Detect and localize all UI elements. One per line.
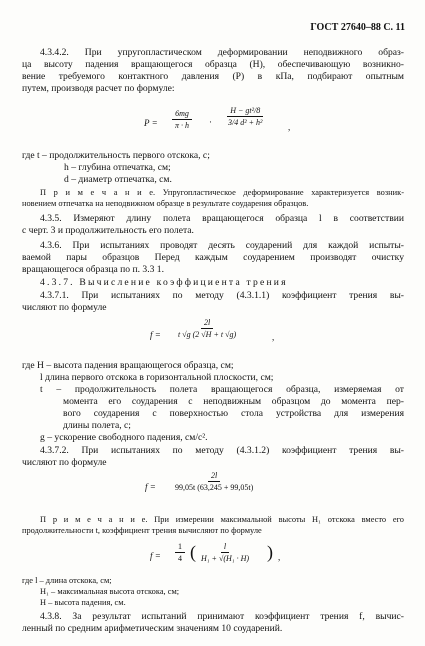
formula-3-lhs: f = bbox=[145, 482, 156, 492]
section-heading: 4.3.7. Вычисление коэффициента трения bbox=[40, 277, 288, 288]
formula-4-right-bracket: ) bbox=[267, 542, 273, 562]
formula-4-denominator: H₁ + √(H₁ · H) bbox=[201, 554, 250, 563]
p1-line-3: вение требуемого контактного давления (P) в кПа, подбирают опытным bbox=[22, 71, 404, 82]
where2-line-4: момента его соударения с неподвижным образцом до момента пер- bbox=[63, 396, 404, 407]
formula-1-fraction-b bbox=[225, 106, 265, 127]
formula-1-comma: , bbox=[288, 122, 291, 132]
formula-2-lhs: f = bbox=[150, 330, 161, 340]
p4371-line-2: числяют по формуле bbox=[22, 302, 107, 313]
formula-4-fraction bbox=[198, 542, 252, 563]
formula-4-left-bracket: ( bbox=[190, 542, 196, 562]
formula-1-lhs: P = bbox=[144, 118, 158, 128]
p1-line-1: 4.3.4.2. При упругопластическом деформировании неподвижного образ- bbox=[40, 47, 404, 58]
p4371-line-1: 4.3.7.1. При испытаниях по методу (4.3.1.1) коэффициент трения вы- bbox=[40, 290, 404, 301]
note1-line-1: П р и м е ч а н и е. Упругопластическое деформирование характеризуется возник- bbox=[40, 188, 404, 197]
p436-line-2: ваемой пары образцов Перед каждым соударением производят очистку bbox=[22, 252, 404, 263]
formula-2-fraction bbox=[175, 318, 239, 339]
p1-line-4: путем, производя расчет по формуле: bbox=[22, 83, 175, 94]
formula-4-quarter-numerator: 1 bbox=[175, 542, 185, 553]
p435-line-2: с черт. 3 и продолжительность его полета. bbox=[22, 225, 194, 236]
formula-4-quarter-denominator: 4 bbox=[178, 554, 182, 563]
formula-1-fraction-a bbox=[172, 109, 192, 130]
formula-1-dot: · bbox=[209, 117, 212, 127]
note1-line-2: новением отпечатка на неподвижном образце в результате соударения образцов. bbox=[22, 199, 309, 208]
where2-line-1: где H – высота падения вращающегося образца, см; bbox=[22, 360, 234, 371]
where1-line-2: h – глубина отпечатка, см; bbox=[64, 162, 171, 173]
formula-2-denominator: t √g (2 √H + t √g) bbox=[178, 330, 237, 339]
p1-line-2: ца высоту падения вращающегося образца (H), обеспечивающую возникно- bbox=[22, 59, 404, 70]
note2-line-2: продолжительности t, коэффициент трения вычисляют по формуле bbox=[22, 526, 262, 535]
formula-2-comma: , bbox=[272, 332, 275, 342]
p436-line-1: 4.3.6. При испытаниях проводят десять соударений для каждой испыты- bbox=[40, 240, 404, 251]
where3-line-3: H – высота падения, см. bbox=[40, 598, 126, 607]
p438-line-1: 4.3.8. За результат испытаний принимают коэффициент трения f, вычис- bbox=[40, 611, 404, 622]
where2-line-6: длины полета, с; bbox=[63, 420, 131, 431]
formula-4-lhs: f = bbox=[150, 551, 161, 561]
formula-1-a-denominator: π · h bbox=[175, 121, 190, 130]
where1-line-1: где t – продолжительность первого отскока, с; bbox=[22, 150, 210, 161]
where2-line-3: t – продолжительность полета вращающегося образца, измеряемая от bbox=[40, 384, 404, 395]
p4372-line-2: числяют по формуле bbox=[22, 457, 107, 468]
formula-2-numerator: 2l bbox=[201, 318, 213, 329]
formula-3-fraction bbox=[172, 471, 256, 492]
formula-3-denominator: 99,05t (63,245 + 99,05t) bbox=[175, 483, 254, 492]
formula-4-quarter bbox=[175, 542, 185, 563]
note2-line-1: П р и м е ч а н и е. При измерении максимальной высоты H₁ отскока вместо его bbox=[40, 515, 404, 524]
where2-line-5: вого соударения с поверхностью стола устройства для измерения bbox=[63, 408, 404, 419]
formula-1-a-numerator: 6mg bbox=[172, 109, 192, 120]
where2-line-7: g – ускорение свободного падения, см/с². bbox=[40, 432, 208, 443]
p435-line-1: 4.3.5. Измеряют длину полета вращающегося образца l в соответствии bbox=[40, 213, 404, 224]
p438-line-2: ленный по средним арифметическим значениям 10 соударений. bbox=[22, 623, 283, 634]
formula-3-numerator: 2l bbox=[208, 471, 220, 482]
p436-line-3: вращающегося образца по п. 3.3 1. bbox=[22, 264, 165, 275]
where2-line-2: l длина первого отскока в горизонтальной плоскости, см; bbox=[40, 372, 274, 383]
where3-line-1: где l – длина отскока, см; bbox=[22, 576, 112, 585]
formula-1-b-numerator: H − gt²/8 bbox=[227, 106, 263, 117]
page-header: ГОСТ 27640–88 С. 11 bbox=[310, 22, 405, 33]
formula-1-b-denominator: 3/4 d² + h² bbox=[228, 118, 263, 127]
formula-4-comma: , bbox=[278, 552, 281, 562]
where3-line-2: H₁ – максимальная высота отскока, см; bbox=[40, 587, 180, 596]
p4372-line-1: 4.3.7.2. При испытаниях по методу (4.3.1.2) коэффициент трения вы- bbox=[40, 445, 404, 456]
formula-4-numerator: l bbox=[221, 542, 229, 553]
where1-line-3: d – диаметр отпечатка, см. bbox=[64, 174, 172, 185]
